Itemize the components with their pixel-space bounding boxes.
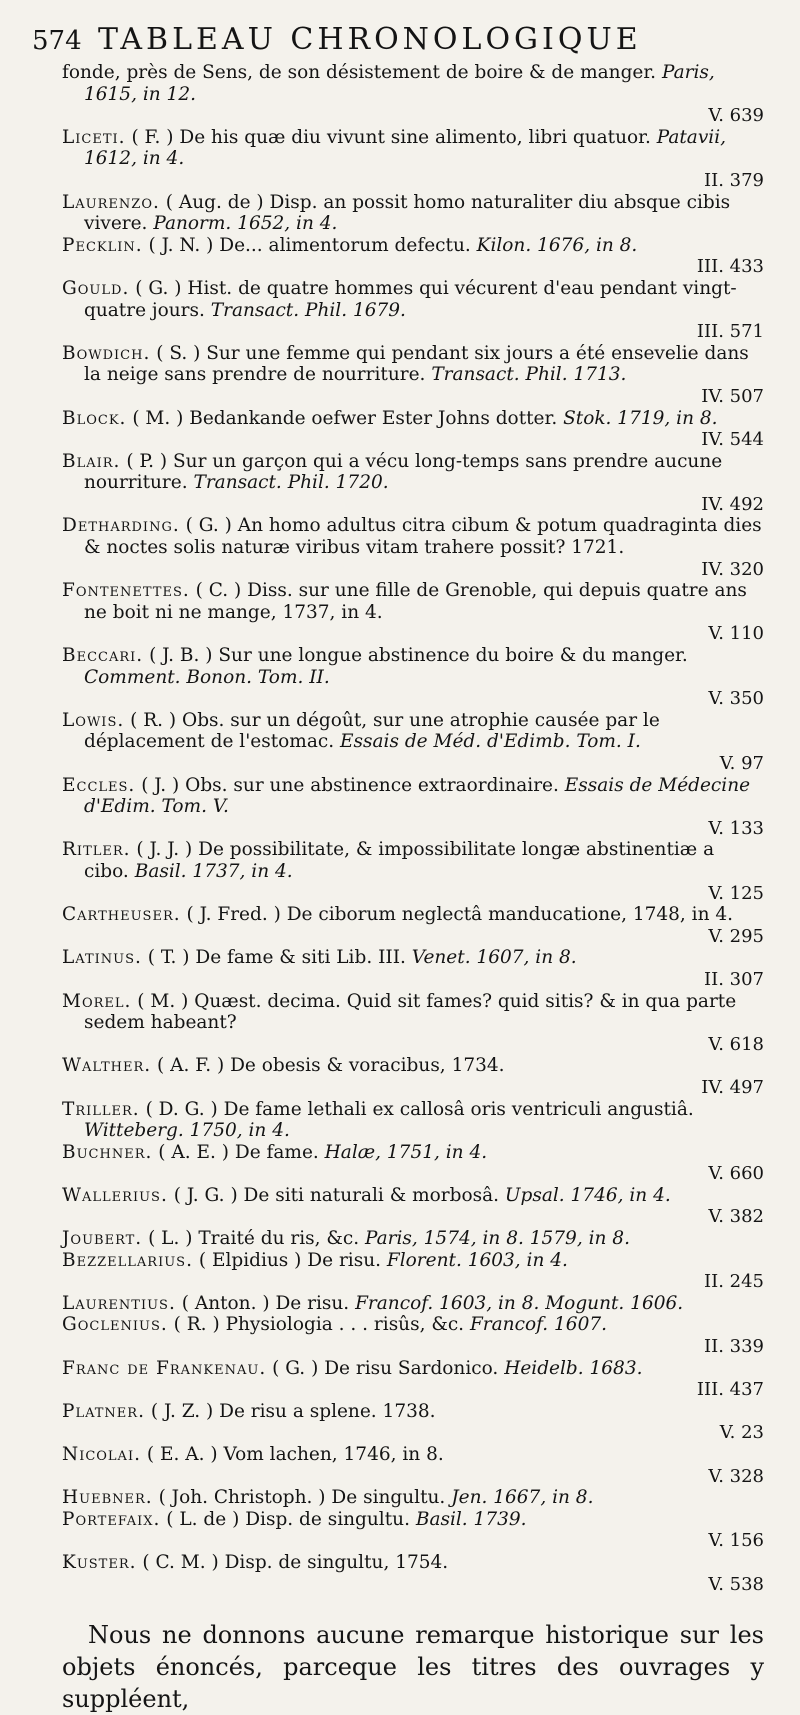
entry-author-info: ( G. ) [135,277,182,299]
entry-author-info: ( Elpidius ) [198,1249,302,1271]
entry-title: Disp. de singultu, 1754. [224,1551,449,1573]
page-header [32,22,764,62]
bibliography-entry [62,1314,764,1357]
bibliography-entry [62,1250,764,1293]
bibliography-entry [62,192,764,235]
entry-author-info: ( J. Z. ) [150,1400,214,1422]
entry-imprint: Witteberg. 1750, in 4. [84,1120,290,1142]
entry-volume-reference: III. 433 [696,256,764,278]
entry-imprint: Transact. Phil. 1720. [193,472,389,494]
bibliography-entry [62,991,764,1056]
bibliography-entry [62,1444,764,1487]
entry-title: Sur un garçon qui a vécu long-temps sans prendre aucune nourriture. [84,450,723,494]
entry-author-info: ( J. Fred. ) [186,904,281,926]
entry-title: Hist. de quatre hommes qui vécurent d'eau pendant vingt-quatre jours. [84,277,737,321]
entry-author-info: ( D. G. ) [145,1098,218,1120]
entry-author: Lowis. [62,709,125,731]
entry-imprint: Essais de Méd. d'Edimb. Tom. I. [340,731,641,753]
entry-author: Block. [62,407,127,429]
entry-author-info: ( J. J. ) [136,839,193,861]
entry-volume-reference: V. 538 [708,1573,764,1595]
entry-imprint: Transact. Phil. 1713. [431,364,627,386]
entry-author: Triller. [62,1098,140,1120]
entry-author-info: ( C. ) [195,580,242,602]
entry-imprint: Florent. 1603, in 4. [386,1249,568,1271]
entry-title: Sur une femme qui pendant six jours a été ensevelie dans la neige sans prendre de nourriture. [84,342,749,386]
entry-imprint: Essais de Médecine d'Edim. Tom. V. [84,774,751,818]
entry-author: Liceti. [62,126,126,148]
entry-volume-reference: II. 245 [703,1271,764,1293]
bibliography-entry [62,235,764,278]
bibliography-entry [62,62,764,127]
entry-volume-reference: V. 660 [708,1163,764,1185]
entry-author: Kuster. [62,1551,137,1573]
entry-imprint: Upsal. 1746, in 4. [504,1184,671,1206]
entry-author-info: ( J. ) [141,774,180,796]
bibliography-entry [62,1055,764,1098]
entry-title: Diss. sur une fille de Grenoble, qui depuis quatre ans ne boit ni ne mange, 1737, in 4. [84,580,747,623]
entry-title: De risu Sardonico. [324,1357,499,1379]
entry-volume-reference: II. 307 [703,968,764,990]
entry-volume-reference: V. 133 [708,817,764,839]
entry-volume-reference: II. 379 [703,169,764,191]
entry-title: De... alimentorum defectu. [219,234,471,256]
entry-author-info: ( T. ) [147,947,190,969]
entry-title: De singultu. [331,1487,446,1509]
bibliography-entry [62,1228,764,1250]
entry-title: De ciborum neglectâ manducatione, 1748, in 4. [286,904,734,926]
entry-author-info: ( L. de ) [166,1508,240,1530]
entry-author: Detharding. [62,515,180,537]
bibliography-entry [62,408,764,451]
entry-author: Morel. [62,990,132,1012]
entry-author: Platner. [62,1400,145,1422]
entry-author: Bezzellarius. [62,1249,193,1271]
entry-author-info: ( L. ) [148,1228,193,1250]
entry-volume-reference: V. 382 [708,1206,764,1228]
running-title: TABLEAU CHRONOLOGIQUE [98,22,642,57]
bibliography-entry [62,904,764,947]
entry-title: Quæst. decima. Quid sit fames? quid sitis? & in qua parte sedem habeant? [84,990,737,1034]
entry-volume-reference: IV. 544 [701,429,764,451]
entry-title: Obs. sur une abstinence extraordinaire. [185,774,559,796]
entry-imprint: Francof. 1607. [469,1314,608,1336]
entry-imprint: Basil. 1739. [415,1508,527,1530]
entry-volume-reference: II. 339 [703,1336,764,1358]
entry-imprint: Patavii, 1612, in 4. [84,126,726,170]
entry-title: De fame lethali ex callosâ oris ventriculi angustiâ. [223,1098,694,1120]
entry-author: Eccles. [62,774,136,796]
entry-volume-reference: III. 571 [696,321,764,343]
entry-author-info: ( J. G. ) [173,1184,238,1206]
entry-author-info: ( C. M. ) [142,1551,219,1573]
entry-author-info: ( Joh. Christoph. ) [158,1487,326,1509]
entry-author-info: ( Aug. de ) [165,191,264,213]
entry-author-info: ( R. ) [130,709,177,731]
bibliography-entry [62,1185,764,1228]
bibliography-entry [62,1487,764,1509]
entry-imprint: Comment. Bonon. Tom. II. [84,666,330,688]
bibliography-entry [62,515,764,580]
entry-author: Wallerius. [62,1184,168,1206]
entry-volume-reference: V. 295 [708,925,764,947]
entry-title: De obesis & voracibus, 1734. [230,1055,505,1077]
bibliography-list [62,62,764,1595]
entry-author: Blair. [62,450,121,472]
bibliography-entry [62,839,764,904]
entry-title: De possibilitate, & impossibilitate longæ abstinentiæ a cibo. [84,839,715,882]
entry-author-info: ( E. A. ) [146,1444,218,1465]
entry-title: Sur une longue abstinence du boire & du manger. [218,645,688,667]
entry-author: Gould. [62,277,130,299]
bibliography-entry [62,343,764,408]
entry-imprint: Paris, 1615, in 12. [84,62,715,105]
entry-author: Laurentius. [62,1292,176,1314]
entry-volume-reference: III. 437 [696,1379,764,1401]
entry-title: Physiologia . . . risûs, &c. [225,1314,465,1336]
entry-volume-reference: V. 23 [719,1422,764,1444]
entry-author-info: ( J. B. ) [149,645,213,667]
entry-author-info: ( M. ) [132,407,184,429]
bibliography-entry [62,1099,764,1142]
entry-title: Obs. sur un dégoût, sur une atrophie causée par le déplacement de l'estomac. [84,709,660,753]
bibliography-entry [62,1142,764,1185]
entry-volume-reference: V. 639 [708,105,764,127]
entry-author-info: ( A. F. ) [157,1055,225,1077]
entry-author: Buchner. [62,1141,153,1163]
closing-paragraph: Nous ne donnons aucune remarque historique sur les objets énoncés, parceque les titres des ouvrages y suppléent, [62,1621,764,1714]
entry-author: Huebner. [62,1487,153,1509]
entry-imprint: Halæ, 1751, in 4. [324,1141,488,1163]
entry-author: Bowdich. [62,342,151,364]
bibliography-entry [62,1293,764,1315]
entry-author-info: ( J. N. ) [148,234,214,256]
entry-author: Laurenzo. [62,191,160,213]
entry-title: Bedankande oefwer Ester Johns dotter. [189,407,558,429]
entry-imprint: Transact. Phil. 1679. [210,299,406,321]
entry-volume-reference: V. 328 [708,1465,764,1487]
entry-volume-reference: IV. 497 [701,1076,764,1098]
entry-imprint: Stok. 1719, in 8. [563,407,718,429]
entry-imprint: Heidelb. 1683. [504,1357,643,1379]
entry-imprint: Jen. 1667, in 8. [451,1487,594,1509]
entry-imprint: Basil. 1737, in 4. [134,860,293,882]
entry-author: Fontenettes. [62,580,190,602]
bibliography-entry [62,645,764,710]
entry-volume-reference: V. 110 [708,623,764,645]
entry-author: Franc de Frankenau. [62,1357,267,1379]
entry-author: Portefaix. [62,1508,161,1530]
entry-author: Latinus. [62,947,142,969]
entry-author: Nicolai. [62,1444,141,1465]
entry-title: Disp. an possit homo naturaliter diu absque cibis vivere. [84,191,731,235]
entry-author-info: ( F. ) [131,126,174,148]
bibliography-entry [62,1552,764,1595]
entry-author-info: ( G. ) [185,515,232,537]
bibliography-entry [62,127,764,192]
bibliography-entry [62,451,764,516]
entry-volume-reference: IV. 320 [701,558,764,580]
bibliography-entry [62,580,764,645]
page-number: 574 [32,26,82,56]
entry-imprint: Kilon. 1676, in 8. [476,234,638,256]
entry-imprint: Paris, 1574, in 8. 1579, in 8. [365,1228,630,1250]
entry-title: fonde, près de Sens, de son désistement de boire & de manger. [62,62,657,83]
entry-title: An homo adultus citra cibum & potum quadraginta dies & noctes solis naturæ viribus vitam trahere possit? 1721. [84,515,762,559]
entry-author: Walther. [62,1055,152,1077]
entry-author-info: ( G. ) [272,1357,319,1379]
entry-title: Disp. de singultu. [245,1508,410,1530]
entry-imprint: Venet. 1607, in 8. [411,947,577,969]
entry-volume-reference: IV. 492 [701,493,764,515]
entry-author: Pecklin. [62,234,143,256]
entry-title: De risu. [307,1249,382,1271]
entry-title: Vom lachen, 1746, in 8. [223,1444,444,1465]
entry-author: Goclenius. [62,1314,168,1336]
bibliography-entry [62,947,764,990]
entry-volume-reference: V. 156 [708,1530,764,1552]
entry-author-info: ( Anton. ) [181,1292,270,1314]
entry-title: De risu. [275,1292,350,1314]
entry-volume-reference: IV. 507 [701,385,764,407]
bibliography-entry [62,1509,764,1552]
entry-volume-reference: V. 97 [719,753,764,774]
entry-title: Traité du ris, &c. [198,1228,360,1250]
entry-volume-reference: V. 125 [708,882,764,904]
entry-volume-reference: V. 350 [708,688,764,710]
entry-author: Ritler. [62,839,131,861]
entry-author: Joubert. [62,1228,143,1250]
bibliography-entry [62,710,764,775]
entry-imprint: Francof. 1603, in 8. Mogunt. 1606. [355,1292,684,1314]
entry-imprint: Panorm. 1652, in 4. [153,213,338,235]
bibliography-entry [62,278,764,343]
entry-author: Cartheuser. [62,904,181,926]
entry-volume-reference: V. 618 [708,1033,764,1055]
entry-title: De fame. [234,1141,319,1163]
entry-author-info: ( S. ) [156,342,201,364]
bibliography-entry [62,1401,764,1444]
entry-author-info: ( P. ) [126,450,168,472]
entry-title: De siti naturali & morbosâ. [243,1184,499,1206]
entry-author-info: ( A. E. ) [158,1141,229,1163]
entry-title: De fame & siti Lib. III. [195,947,406,969]
entry-title: De his quæ diu vivunt sine alimento, libri quatuor. [179,126,651,148]
entry-author: Beccari. [62,645,144,667]
bibliography-entry [62,1358,764,1401]
bibliography-entry [62,775,764,840]
entry-author-info: ( R. ) [173,1314,220,1336]
entry-title: De risu a splene. 1738. [219,1400,436,1422]
entry-author-info: ( M. ) [137,990,189,1012]
